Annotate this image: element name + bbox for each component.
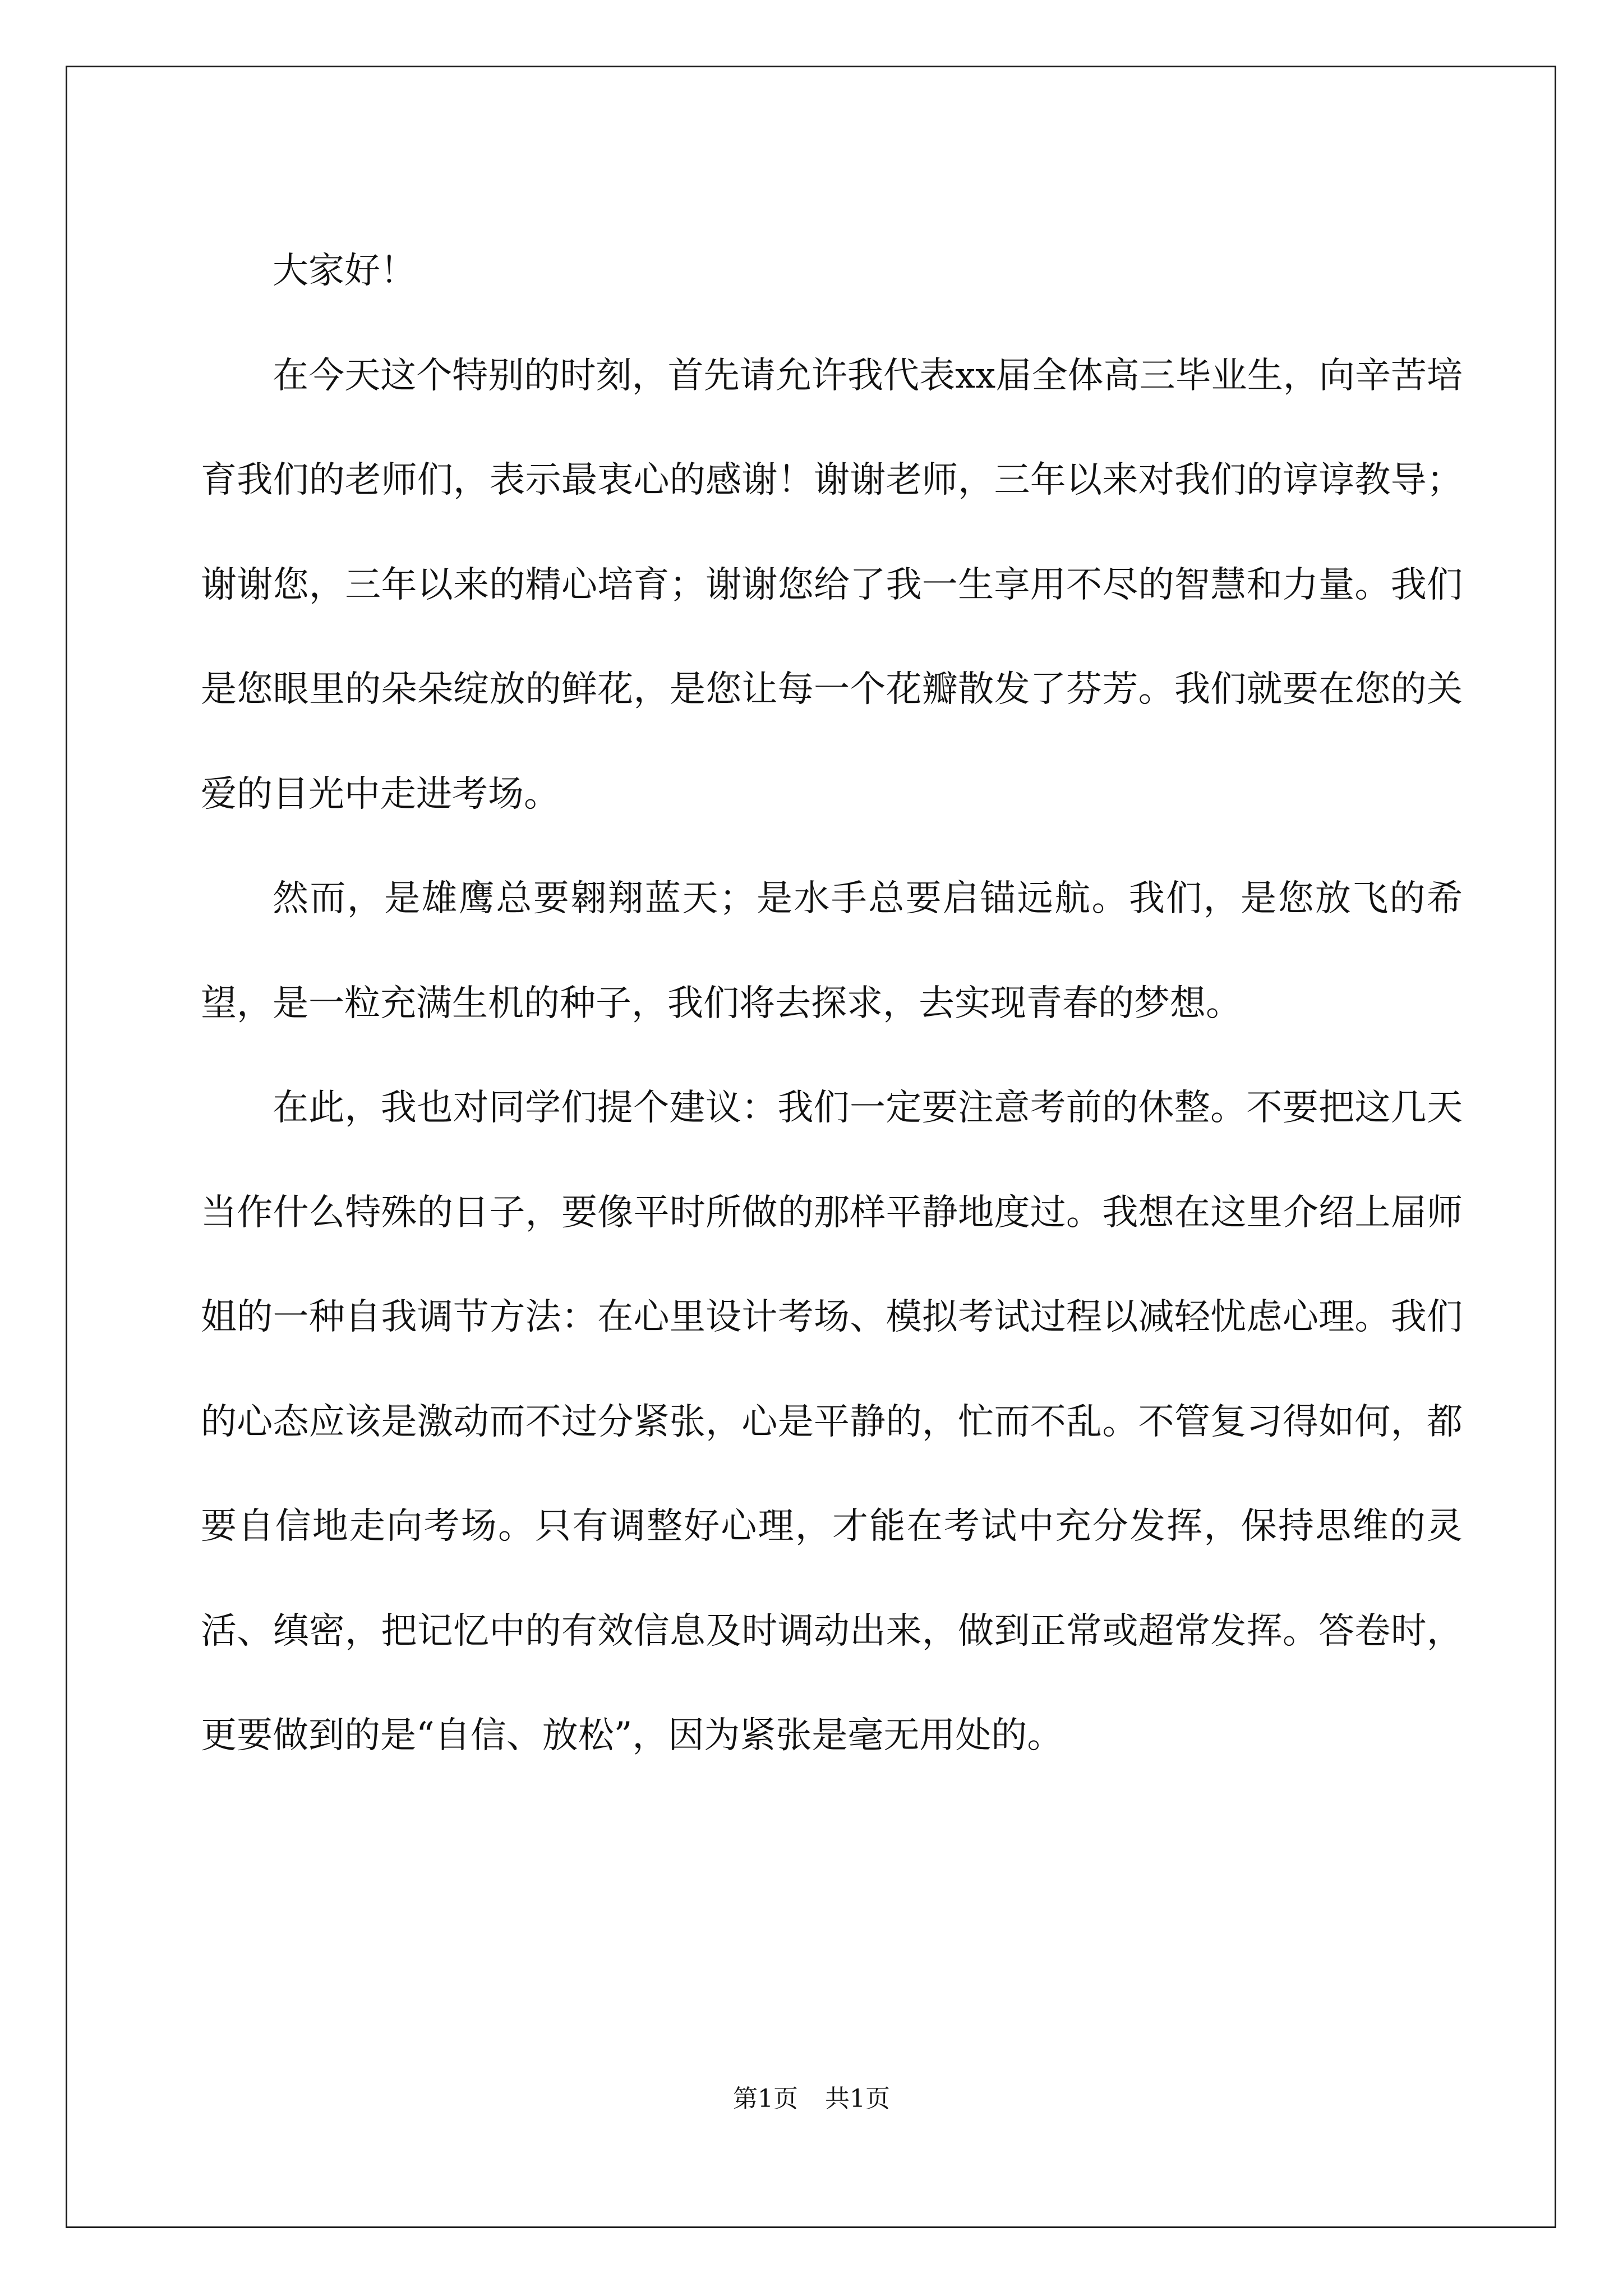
page-footer bbox=[0, 2082, 1623, 2116]
document-body bbox=[201, 219, 1463, 1788]
aspiration-paragraph: 然而，是雄鹰总要翱翔蓝天；是水手总要启锚远航。我们，是您放飞的希望，是一粒充满生机的种子，我们将去探求，去实现青春的梦想。 bbox=[201, 878, 1463, 1024]
thanks-paragraph: 在今天这个特别的时刻，首先请允许我代表xx届全体高三毕业生，向辛苦培育我们的老师们，表示最衷心的感谢！谢谢老师，三年以来对我们的谆谆教导；谢谢您，三年以来的精心培育；谢谢您给了我一生享用不尽的智慧和力量。我们是您眼里的朵朵绽放的鲜花，是您让每一个花瓣散发了芬芳。我们就要在您的关爱的目光中走进考场。 bbox=[201, 355, 1463, 815]
page-total: 共1页 bbox=[825, 2085, 890, 2113]
greeting-paragraph: 大家好！ bbox=[273, 250, 416, 292]
page-number: 第1页 bbox=[733, 2085, 798, 2113]
advice-paragraph: 在此，我也对同学们提个建议：我们一定要注意考前的休整。不要把这几天当作什么特殊的日子，要像平时所做的那样平静地度过。我想在这里介绍上届师姐的一种自我调节方法：在心里设计考场、模拟考试过程以减轻忧虑心理。我们的心态应该是激动而不过分紧张，心是平静的，忙而不乱。不管复习得如何，都要自信地走向考场。只有调整好心理，才能在考试中充分发挥，保持思维的灵活、缜密，把记忆中的有效信息及时调动出来，做到正常或超常发挥。答卷时，更要做到的是“自信、放松”，因为紧张是毫无用处的。 bbox=[201, 1087, 1463, 1756]
